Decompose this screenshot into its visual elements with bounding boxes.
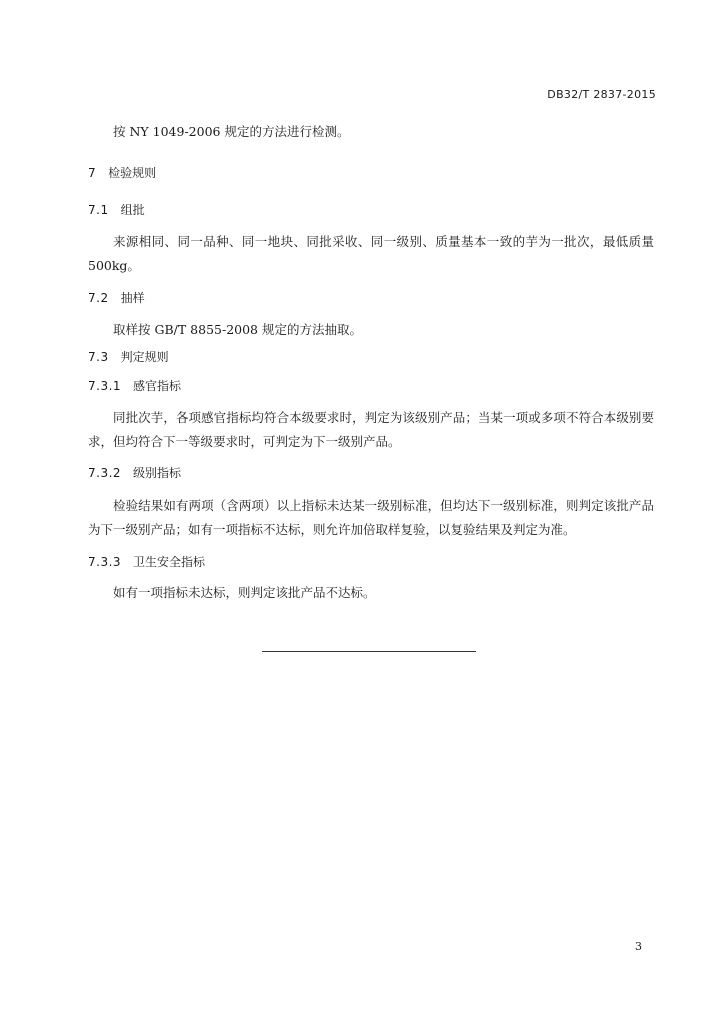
section-title: 组批 (120, 203, 145, 217)
section-7-2-paragraph: 取样按 GB/T 8855-2008 规定的方法抽取。 (113, 322, 362, 337)
section-number: 7.3 (88, 350, 109, 364)
section-title: 感官指标 (133, 379, 182, 393)
section-title: 级别指标 (133, 466, 182, 480)
section-7-3-3-paragraph: 如有一项指标未达标，则判定该批产品不达标。 (113, 585, 376, 600)
section-title: 判定规则 (120, 350, 169, 364)
section-7-heading (88, 164, 156, 181)
section-7-3-1-paragraph: 同批次芋，各项感官指标均符合本级要求时，判定为该级别产品；当某一项或多项不符合本级别要求，但均符合下一等级要求时，可判定为下一级别产品。 (88, 410, 654, 449)
section-title: 卫生安全指标 (133, 555, 206, 569)
section-title: 检验规则 (108, 166, 157, 180)
section-number: 7.1 (88, 203, 109, 217)
section-number: 7.2 (88, 291, 109, 305)
document-code: DB32/T 2837-2015 (547, 88, 656, 101)
end-of-document-rule (262, 651, 476, 652)
section-number: 7.3.2 (88, 466, 122, 480)
section-7-3-heading (88, 348, 169, 365)
section-7-3-2-paragraph: 检验结果如有两项（含两项）以上指标未达某一级别标准，但均达下一级别标准，则判定该批产品为下一级别产品；如有一项指标不达标，则允许加倍取样复验，以复验结果及判定为准。 (88, 498, 654, 537)
section-7-1-paragraph: 来源相同、同一品种、同一地块、同批采收、同一级别、质量基本一致的芋为一批次，最低质量500kg。 (88, 234, 654, 273)
section-7-1-heading (88, 201, 145, 218)
page-number: 3 (635, 940, 642, 953)
section-7-3-1-heading (88, 377, 181, 394)
section-title: 抽样 (120, 291, 145, 305)
section-number: 7 (88, 166, 97, 180)
section-7-2-heading (88, 289, 145, 306)
section-number: 7.3.1 (88, 379, 122, 393)
section-7-3-3-heading (88, 553, 205, 570)
intro-paragraph: 按 NY 1049-2006 规定的方法进行检测。 (113, 124, 350, 139)
section-number: 7.3.3 (88, 555, 122, 569)
section-7-3-2-heading (88, 464, 181, 481)
